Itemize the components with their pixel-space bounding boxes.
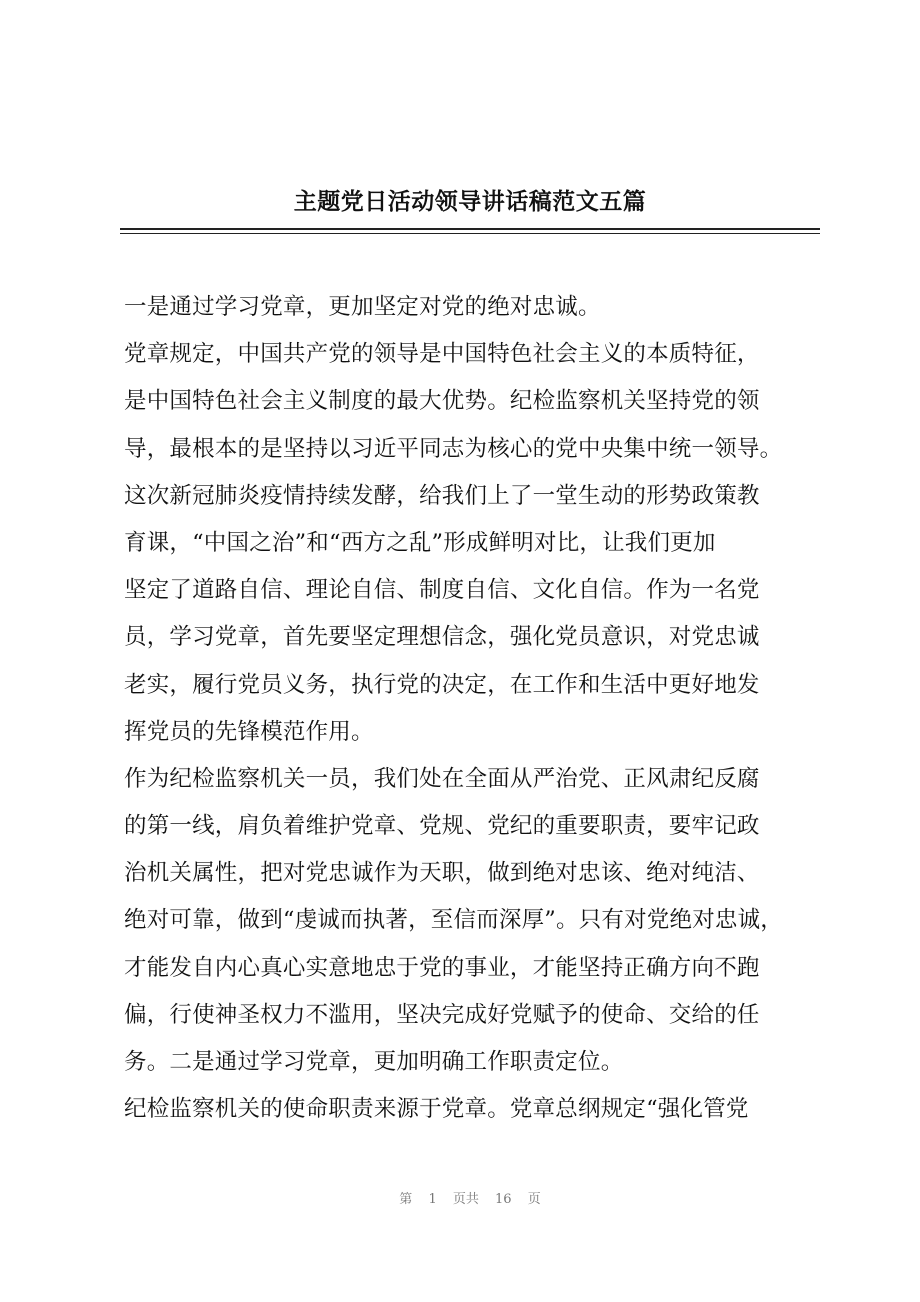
footer-prefix: 第 [399,1192,413,1207]
footer-current-page: 1 [428,1192,437,1207]
text-line: 育课，“中国之治”和“西方之乱”形成鲜明对比，让我们更加 [124,529,716,556]
text-line: 务。二是通过学习党章，更加明确工作职责定位。 [124,1049,624,1075]
title-rule-thick [120,228,820,230]
text-line: 的第一线，肩负着维护党章、党规、党纪的重要职责，要牢记政 [124,813,760,840]
text-line: 员，学习党章，首先要坚定理想信念，强化党员意识，对党忠诚 [124,624,760,651]
text-line: 挥党员的先锋模范作用。 [124,718,374,745]
text-line: 作为纪检监察机关一员，我们处在全面从严治党、正风肃纪反腐 [124,765,760,792]
text-line: 才能发自内心真心实意地忠于党的事业，才能坚持正确方向不跑 [124,954,760,981]
document-body [124,284,824,1133]
text-line: 坚定了道路自信、理论自信、制度自信、文化自信。作为一名党 [124,577,760,604]
page-footer [120,1188,820,1207]
text-line: 纪检监察机关的使命职责来源于党章。党章总纲规定“强化管党 [124,1096,749,1123]
title-rule-thin [120,233,820,234]
document-title: 主题党日活动领导讲话稿范文五篇 [293,188,647,215]
text-line: 导，最根本的是坚持以习近平同志为核心的党中央集中统一领导。 [124,435,783,462]
footer-total-pages: 16 [495,1192,512,1207]
footer-suffix: 页 [527,1192,541,1207]
text-line: 这次新冠肺炎疫情持续发酵，给我们上了一堂生动的形势政策教 [124,482,760,509]
text-line: 一是通过学习党章，更加坚定对党的绝对忠诚。 [124,294,601,320]
text-line: 治机关属性，把对党忠诚作为天职，做到绝对忠该、绝对纯洁、 [124,860,760,887]
text-line: 是中国特色社会主义制度的最大优势。纪检监察机关坚持党的领 [124,388,760,415]
text-line: 老实，履行党员义务，执行党的决定，在工作和生活中更好地发 [124,671,760,698]
text-line: 偏，行使神圣权力不滥用，坚决完成好党赋予的使命、交给的任 [124,1001,760,1028]
footer-middle: 页共 [452,1192,479,1207]
text-line: 绝对可靠，做到“虔诚而执著，至信而深厚”。只有对党绝对忠诚， [124,907,784,934]
text-line: 党章规定，中国共产党的领导是中国特色社会主义的本质特征， [124,341,760,368]
